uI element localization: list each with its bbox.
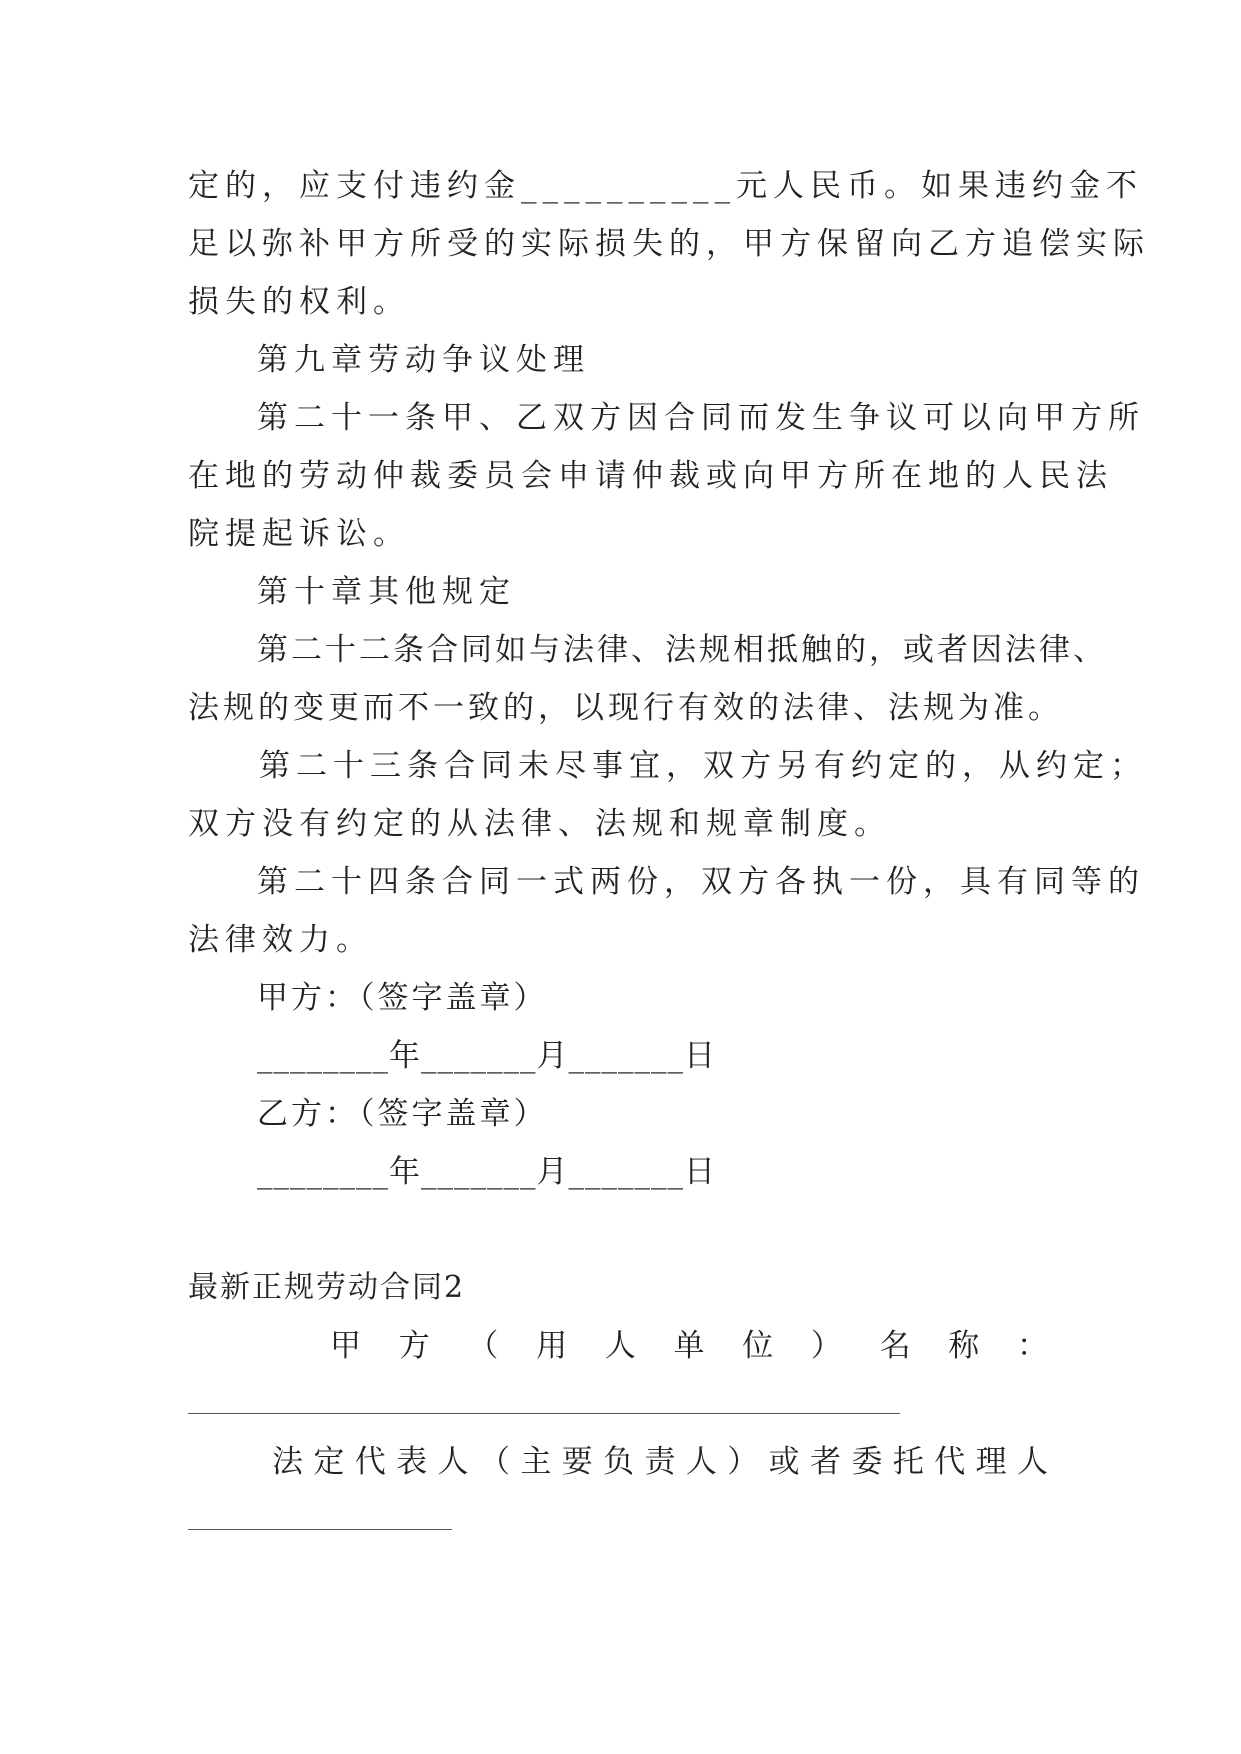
paragraph-line: 法规的变更而不一致的，以现行有效的法律、法规为准。 (188, 690, 1063, 726)
paragraph-line: 定的，应支付违约金__________元人民币。如果违约金不 (188, 168, 1143, 204)
signature-label-party-b: 乙方：（签字盖章） (257, 1096, 548, 1132)
paragraph-line: 损失的权利。 (188, 284, 410, 320)
representative-label: 法定代表人（主要负责人）或者委托代理人 (272, 1444, 1048, 1480)
representative-blank (188, 1529, 452, 1530)
paragraph-line: 第二十三条合同未尽事宜，双方另有约定的，从约定； (259, 748, 1147, 784)
paragraph-line: 第二十四条合同一式两份，双方各执一份，具有同等的 (257, 864, 1145, 900)
paragraph-line: 第二十一条甲、乙双方因合同而发生争议可以向甲方所 (257, 400, 1145, 436)
paragraph-line: 第二十二条合同如与法律、法规相抵触的，或者因法律、 (257, 632, 1107, 668)
chapter-heading: 第十章其他规定 (257, 574, 516, 610)
date-line-party-b: ________年_______月_______日 (257, 1154, 716, 1190)
paragraph-line: 在地的劳动仲裁委员会申请仲裁或向甲方所在地的人民法 (188, 458, 1113, 494)
paragraph-line: 足以弥补甲方所受的实际损失的，甲方保留向乙方追偿实际 (188, 226, 1150, 262)
signature-label-party-a: 甲方：（签字盖章） (257, 980, 548, 1016)
date-line-party-a: ________年_______月_______日 (257, 1038, 716, 1074)
paragraph-line: 院提起诉讼。 (188, 516, 410, 552)
paragraph-line: 双方没有约定的从法律、法规和规章制度。 (188, 806, 891, 842)
party-a-name-blank (188, 1413, 900, 1414)
chapter-heading: 第九章劳动争议处理 (257, 342, 590, 378)
paragraph-line: 法律效力。 (188, 922, 373, 958)
party-a-name-label: 甲方（用人单位）名称： (330, 1328, 1048, 1364)
section-title: 最新正规劳动合同2 (188, 1270, 466, 1305)
